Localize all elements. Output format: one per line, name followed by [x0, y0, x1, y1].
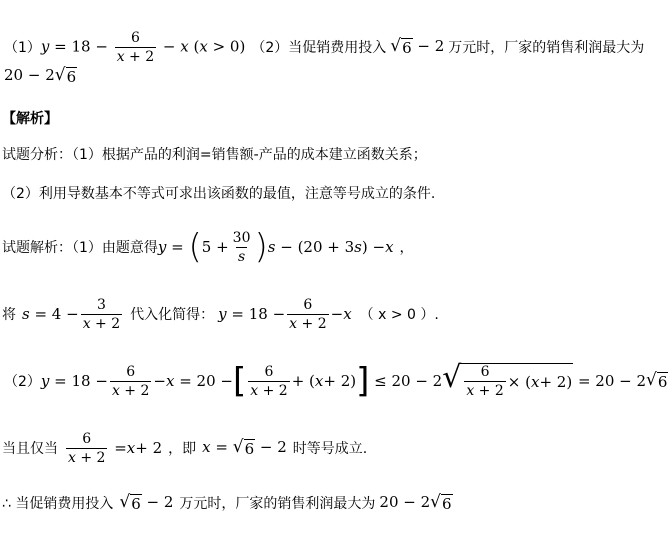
answer-formula: y = 18 − $\frac{6}{x + 2}$ − x (x > 0)	[40, 29, 246, 65]
max-profit: 20 − 2 √ 6	[379, 492, 452, 513]
section-header: 【解析】	[2, 111, 58, 127]
answer-part-1: （1）	[4, 40, 41, 56]
optimal-investment: √ 6 − 2	[119, 492, 174, 513]
solution-line-3: （2） y = 18 − $\frac{6}{x + 2}$ − x = 20 − [ $\frac{6}{x + 2}$ + ( x + 2) ] ≤ 20 − 2 √ $\frac{6}{x + 2}$ × ( x + 2) = 20 − 2 √ 6	[4, 360, 668, 401]
solution-line-1: 试题解析：（1）由题意得 y = ( 5 + $\frac{30}{s}$ ) s − (20 + 3 s ) − x ，	[2, 227, 414, 267]
inequality-derivation: y = 18 − $\frac{6}{x + 2}$ − x = 20 − [ $\frac{6}{x + 2}$ + ( x + 2) ] ≤ 20 − 2 √ $\frac{6}{x + 2}$ × ( x + 2) = 20 − 2 √ 6	[40, 360, 668, 401]
fraction: $\frac{30}{s}$	[232, 229, 251, 265]
fraction: $\frac{6}{x + 2}$	[250, 363, 288, 399]
solution-line-4: 当且仅当 $\frac{6}{x + 2}$ = x + 2 ，即 x = √ 6 − 2 时等号成立.	[2, 430, 368, 466]
answer-part-3: 万元时，厂家的销售利润最大为	[448, 40, 645, 56]
max-profit-expression: 20 − 2 √ 6	[4, 65, 77, 86]
fraction: $\frac{3}{x + 2}$	[82, 296, 121, 332]
equality-condition: $\frac{6}{x + 2}$ = x + 2	[68, 430, 163, 466]
analysis-line-2: （2）利用导数基本不等式可求出该函数的最值，注意等号成立的条件.	[2, 186, 436, 202]
fraction: $\frac{6}{x + 2}$	[111, 363, 150, 399]
fraction: $\frac{6}{x + 2}$	[289, 296, 327, 332]
solution-line-2: 将 s = 4 − $\frac{3}{x + 2}$ 代入化简得： y = 18 − $\frac{6}{x + 2}$ − x （ x > 0 ）.	[2, 296, 439, 332]
substitution: s = 4 − $\frac{3}{x + 2}$	[22, 296, 121, 332]
fraction: $\frac{6}{x + 2}$	[116, 29, 155, 65]
conclusion-line: ∴ 当促销费用投入 √ 6 − 2 万元时，厂家的销售利润最大为 20 − 2 √ 6	[2, 492, 452, 513]
fraction: $\frac{6}{x + 2}$	[68, 430, 106, 466]
answer-line-1	[4, 30, 644, 64]
profit-function: y = ( 5 + $\frac{30}{s}$ ) s − (20 + 3 s ) − x	[157, 227, 394, 267]
analysis-line-1: 试题分析：（1）根据产品的利润=销售额-产品的成本建立函数关系；	[2, 147, 427, 163]
simplified-function: y = 18 − $\frac{6}{x + 2}$ − x	[218, 296, 352, 332]
sqrt-expression: √ 6 − 2	[390, 36, 445, 57]
answer-part-2: （2）当促销费用投入	[251, 40, 387, 56]
fraction: $\frac{6}{x + 2}$	[466, 364, 504, 399]
answer-line-2	[4, 64, 77, 88]
equality-value: x = √ 6 − 2	[202, 437, 287, 458]
